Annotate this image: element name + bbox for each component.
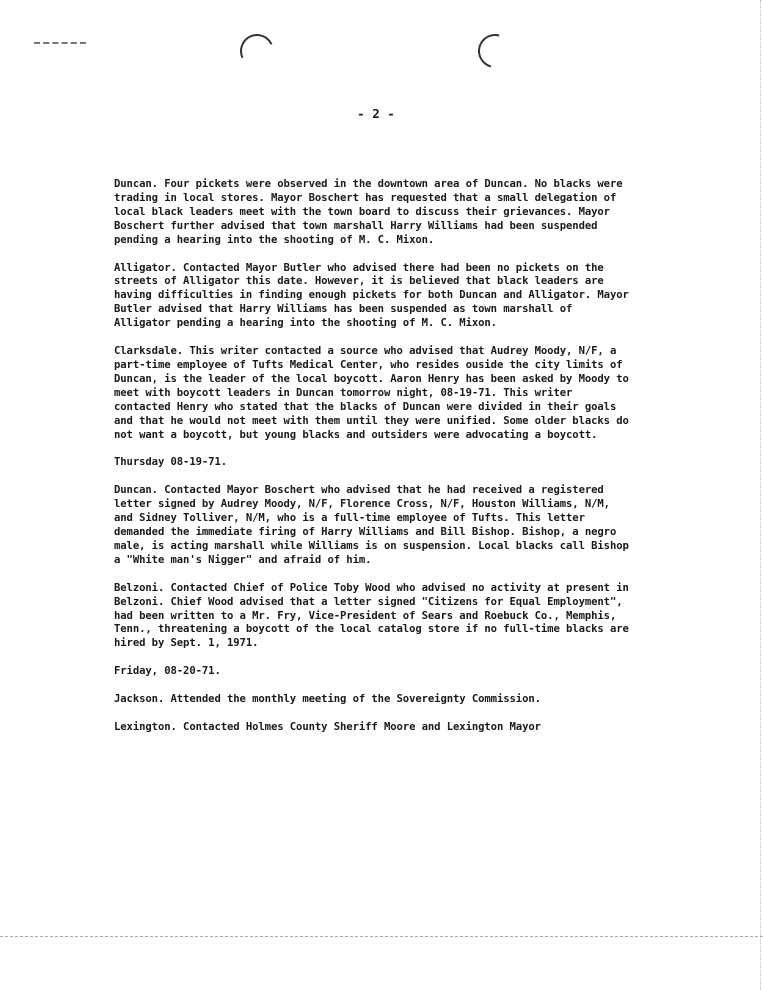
scan-edge xyxy=(760,0,761,990)
document-body xyxy=(114,178,634,749)
punch-hole-mark xyxy=(472,28,518,74)
paragraph-duncan-letter: Duncan. Contacted Mayor Boschert who advised that he had received a registered letter signed by Audrey Moody, N/F, Florence Cross, N/F, Houston Williams, N/M, and Sidney Tolliver, N/M, who is a full-time employee of Tufts. This letter demanded the immediate firing of Harry Williams and Bill Bishop. Bishop, a negro male, is acting marshall while Williams is on suspension. Local blacks call Bishop a "White man's Nigger" and afraid of him. xyxy=(114,484,629,566)
date-heading: Friday, 08-20-71. xyxy=(114,665,221,678)
paragraph-lexington: Lexington. Contacted Holmes County Sheriff Moore and Lexington Mayor xyxy=(114,721,541,734)
scan-mark xyxy=(34,42,86,44)
punch-hole-mark xyxy=(235,29,279,73)
paragraph-alligator: Alligator. Contacted Mayor Butler who advised there had been no pickets on the streets of Alligator this date. However, it is believed that black leaders are having difficulties in finding enough pickets for both Duncan and Alligator. Mayor Butler advised that Harry Williams has been suspended as town marshall of Alligator pending a hearing into the shooting of M. C. Mixon. xyxy=(114,261,629,330)
scan-edge xyxy=(0,936,763,937)
paragraph-duncan: Duncan. Four pickets were observed in the downtown area of Duncan. No blacks were trading in local stores. Mayor Boschert has requested that a small delegation of local black leaders meet with the town board to discuss their grievances. Mayor Boschert further advised that town marshall Harry Williams had been suspended pending a hearing into the shooting of M. C. Mixon. xyxy=(114,178,623,246)
paragraph-jackson: Jackson. Attended the monthly meeting of the Sovereignty Commission. xyxy=(114,693,541,706)
paragraph-clarksdale: Clarksdale. This writer contacted a source who advised that Audrey Moody, N/F, a part-time employee of Tufts Medical Center, who resides ouside the city limits of Duncan, is the leader of the local boycott. Aaron Henry has been asked by Moody to meet with boycott leaders in Duncan tomorrow night, 08-19-71. This writer contacted Henry who stated that the blacks of Duncan were divided in their goals and that he would not meet with them until they were unified. Some older blacks do not want a boycott, but young blacks and outsiders were advocating a boycott. xyxy=(114,345,629,441)
date-heading: Thursday 08-19-71. xyxy=(114,456,228,469)
paragraph-belzoni: Belzoni. Contacted Chief of Police Toby Wood who advised no activity at present in Belzoni. Chief Wood advised that a letter signed "Citizens for Equal Employment", had been written to a Mr. Fry, Vice-President of Sears and Roebuck Co., Memphis, Tenn., threatening a boycott of the local catalog store if no full-time blacks are hired by Sept. 1, 1971. xyxy=(114,581,629,650)
page-number: - 2 - xyxy=(357,106,395,121)
